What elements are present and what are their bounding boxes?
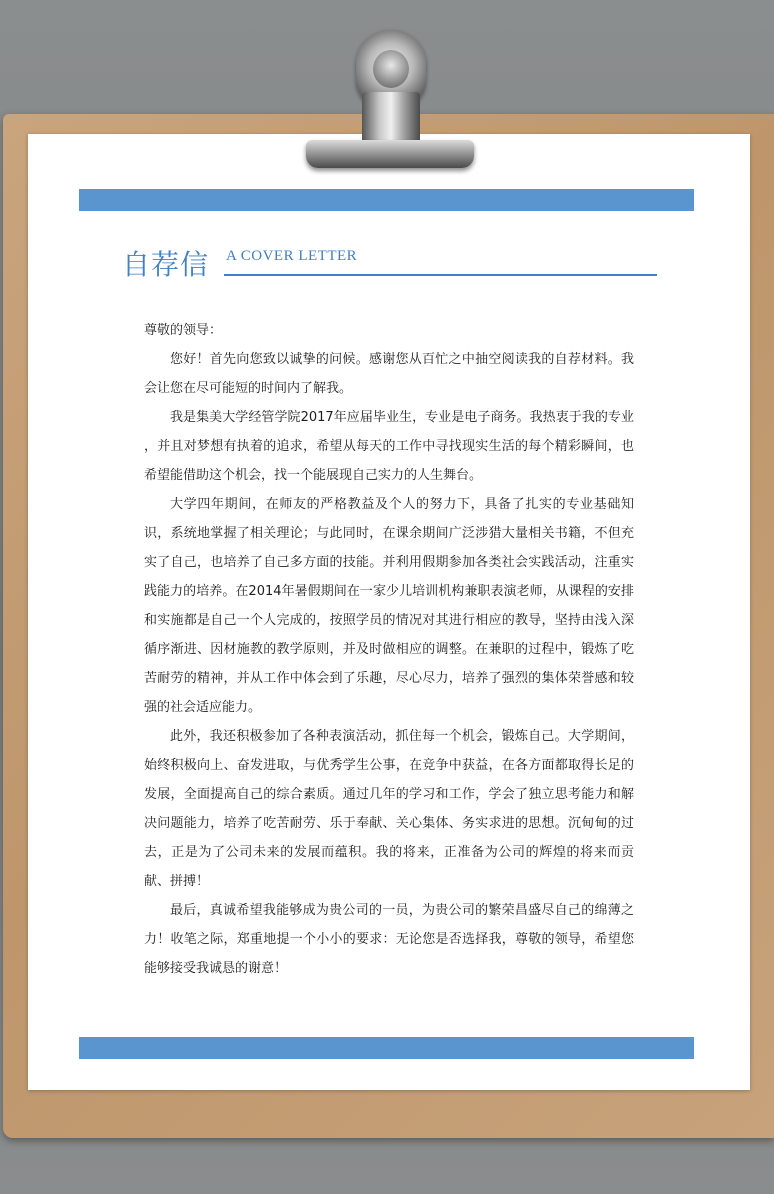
- top-accent-band: [79, 189, 694, 211]
- paragraph-activities: 此外，我还积极参加了各种表演活动，抓住每一个机会，锻炼自己。大学期间，始终积极向上、奋发进取，与优秀学生公事，在竞争中获益，在各方面都取得长足的发展，全面提高自己的综合素质。通过几年的学习和工作，学会了独立思考能力和解决问题能力，培养了吃苦耐劳、乐于奉献、关心集体、务实求进的思想。沉甸甸的过去，正是为了公司未来的发展而蕴积。我的将来，正准备为公司的辉煌的将来而贡献、拼搏！: [144, 729, 634, 889]
- salutation: 尊敬的领导：: [144, 323, 223, 338]
- paragraph-introduction: 我是集美大学经管学院2017年应届毕业生，专业是电子商务。我热衷于我的专业 ，并且对梦想有执着的追求，希望从每天的工作中寻找现实生活的每个精彩瞬间，也希望能借助这个机会，找一个能展现自己实力的人生舞台。: [144, 410, 634, 483]
- letter-subtitle: A COVER LETTER: [226, 248, 358, 264]
- letter-title: 自荐信: [122, 248, 210, 281]
- paragraph-closing: 最后，真诚希望我能够成为贵公司的一员，为贵公司的繁荣昌盛尽自己的绵薄之力！收笔之际，郑重地提一个小小的要求：无论您是否选择我，尊敬的领导，希望您能够接受我诚恳的谢意！: [144, 903, 634, 976]
- binder-clip-hole: [373, 50, 409, 88]
- paragraph-university: 大学四年期间，在师友的严格教益及个人的努力下，具备了扎实的专业基础知识，系统地掌握了相关理论；与此同时，在课余期间广泛涉猎大量相关书籍，不但充实了自己，也培养了自己多方面的技能。并利用假期参加各类社会实践活动，注重实践能力的培养。在2014年暑假期间在一家少儿培训机构兼职表演老师，从课程的安排和实施都是自己一个人完成的，按照学员的情况对其进行相应的教导，坚持由浅入深循序渐进、因材施教的教学原则，并及时做相应的调整。在兼职的过程中，锻炼了吃苦耐劳的精神，并从工作中体会到了乐趣，尽心尽力，培养了强烈的集体荣誉感和较强的社会适应能力。: [144, 497, 634, 715]
- bottom-accent-band: [79, 1037, 694, 1059]
- letter-body: [144, 316, 634, 983]
- title-underline: [224, 274, 657, 276]
- paragraph-greeting: 您好！首先向您致以诚挚的问候。感谢您从百忙之中抽空阅读我的自荐材料。我会让您在尽可能短的时间内了解我。: [144, 352, 634, 396]
- binder-clip-base: [306, 140, 474, 168]
